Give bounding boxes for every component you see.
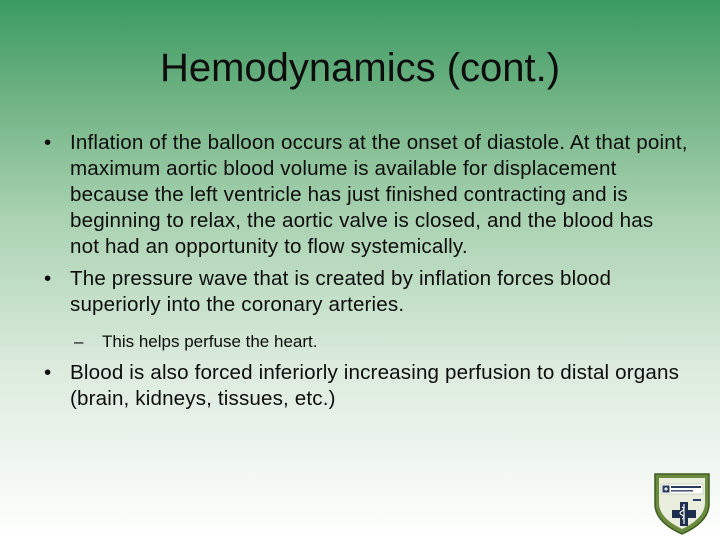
- bullet-dot-icon: •: [44, 361, 52, 384]
- bullet-dot-icon: •: [44, 267, 52, 290]
- sub-bullet-text: This helps perfuse the heart.: [102, 332, 318, 351]
- sub-bullet-dash-icon: –: [74, 332, 84, 351]
- bullet-dot-icon: •: [44, 131, 52, 154]
- slide-title: Hemodynamics (cont.): [159, 46, 561, 90]
- bullet-text: The pressure wave that is created by inflation forces blood superiorly into the coronary arteries.: [70, 267, 612, 316]
- bullet-item: [38, 266, 688, 318]
- bullet-text: Inflation of the balloon occurs at the onset of diastole. At that point, maximum aortic blood volume is available for displacement because the left ventricle has just finished contracting and is beginning to relax, the aortic valve is closed, and the blood has not had an opportunity to flow systemically.: [70, 131, 688, 258]
- sub-bullet-item: [38, 331, 688, 353]
- slide-body: [38, 130, 688, 412]
- bullet-item: [38, 360, 688, 412]
- bullet-item: [38, 130, 688, 260]
- ems-logo-icon: [647, 470, 717, 536]
- bullet-text: Blood is also forced inferiorly increasing perfusion to distal organs (brain, kidneys, tissues, etc.): [70, 361, 680, 410]
